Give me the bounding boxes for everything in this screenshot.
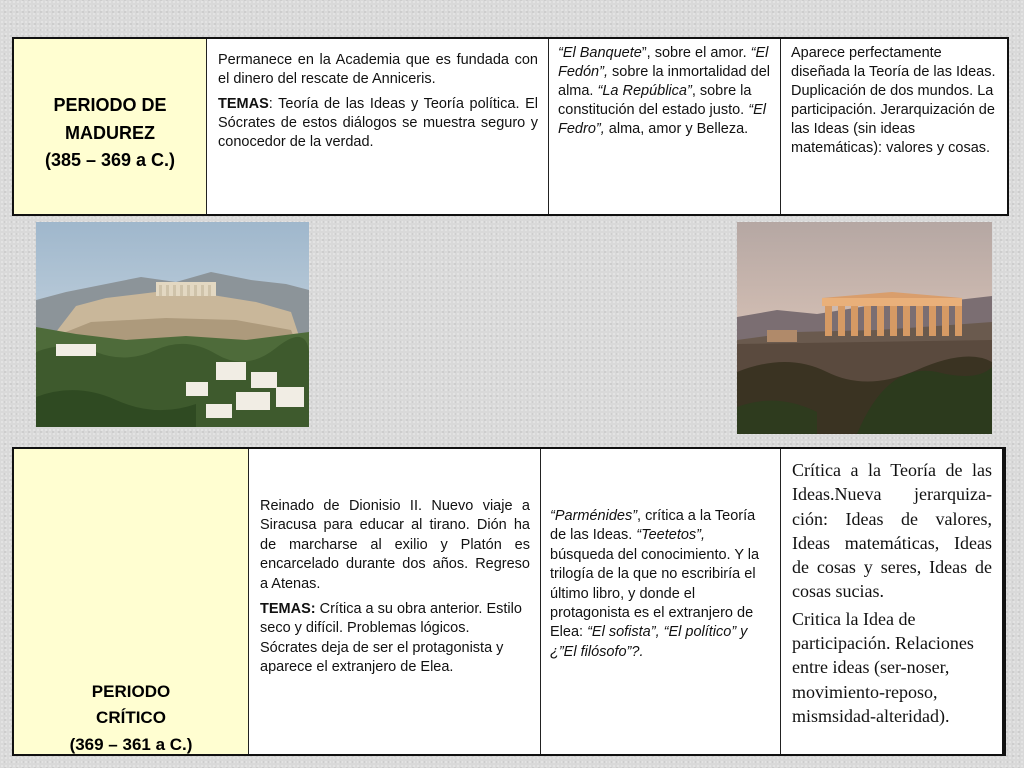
critico-temas-text: Crítica a su obra anterior. Estilo seco y difícil. Problemas lógicos. Sócrates deja de ser el protagonista y aparece el extranjero de Elea.: [260, 601, 522, 676]
madurez-works-cell: [549, 39, 781, 214]
critico-works: [550, 507, 772, 662]
critico-temas-label: TEMAS:: [260, 601, 316, 618]
work-parmenides-desc: , crítica a la Teoría de las Ideas.: [550, 508, 756, 544]
madurez-title-cell: [14, 39, 207, 214]
work-republica: “La República”: [597, 83, 692, 99]
madurez-theory-cell: [781, 39, 1007, 214]
critico-table: [12, 447, 1006, 756]
madurez-table: [12, 37, 1009, 216]
work-teetetos-desc: búsqueda del conocimiento. Y la trilogía de la que no escribiría el último libro, y donde el protagonista es el extranjero de Elea:: [550, 546, 760, 641]
madurez-temas: [218, 95, 538, 152]
critico-theory-p1: Crítica a la Teoría de las Ideas.Nueva jerarquiza-ción: Ideas de valores, Ideas matemáticas, Ideas de cosas y seres, Ideas de cosas sucias.: [792, 460, 992, 602]
critico-works-cell: [541, 449, 781, 754]
parthenon-sunset-photo: [737, 222, 992, 434]
work-fedro: “El Fedro”,: [558, 102, 766, 137]
madurez-title-line1: PERIODO DE: [53, 94, 167, 115]
madurez-title-line2: MADUREZ: [65, 122, 155, 143]
madurez-temas-text: : Teoría de las Ideas y Teoría política. El Sócrates de estos diálogos se muestra seguro y conocedor de la verdad.: [218, 96, 538, 150]
work-banquete: “El Banquete: [558, 45, 642, 61]
critico-title-line1: PERIODO: [91, 682, 171, 701]
madurez-works: [558, 44, 772, 139]
critico-title-cell: [14, 449, 249, 754]
critico-theory-p2: Critica la Idea de participación. Relaciones entre ideas (ser-noser, movimiento-reposo, mismsidad-alteridad).: [792, 608, 974, 726]
critico-theory-cell: [781, 449, 1002, 754]
critico-temas: [260, 600, 530, 678]
critico-context-cell: [249, 449, 541, 754]
critico-dates: (369 – 361 a C.): [69, 734, 193, 754]
work-fedon-desc: sobre la inmortalidad del alma.: [558, 64, 770, 99]
work-fedro-desc: alma, amor y Belleza.: [604, 121, 749, 137]
work-teetetos: “Teetetos”,: [636, 527, 706, 544]
critico-title-line2: CRÍTICO: [96, 708, 166, 728]
work-banquete-desc: ”, sobre el amor.: [641, 45, 751, 61]
critico-context: Reinado de Dionisio II. Nuevo viaje a Siracusa para educar al tirano. Dión ha de marcharse al exilio y Platón es encarcelado durante dos años. Regreso a Atenas.: [260, 498, 530, 592]
work-trilogia: “El sofista”, “El político” y ¿”El filósofo”?.: [550, 624, 748, 660]
madurez-temas-label: TEMAS: [218, 96, 269, 112]
madurez-context-cell: [207, 39, 549, 214]
madurez-theory: Aparece perfectamente diseñada la Teoría de las Ideas. Duplicación de dos mundos. La participación. Jerarquización de las Ideas (sin ideas matemáticas): valores y cosas.: [791, 45, 996, 156]
work-parmenides: “Parménides”: [550, 508, 638, 524]
work-republica-desc: , sobre la constitución del estado justo.: [558, 83, 752, 118]
madurez-context: Permanece en la Academia que es fundada con el dinero del rescate de Anniceris.: [218, 52, 538, 87]
work-fedon: “El Fedón”,: [558, 45, 769, 80]
madurez-dates: (385 – 369 a C.): [44, 150, 176, 171]
acropolis-panorama-photo: [36, 222, 309, 427]
